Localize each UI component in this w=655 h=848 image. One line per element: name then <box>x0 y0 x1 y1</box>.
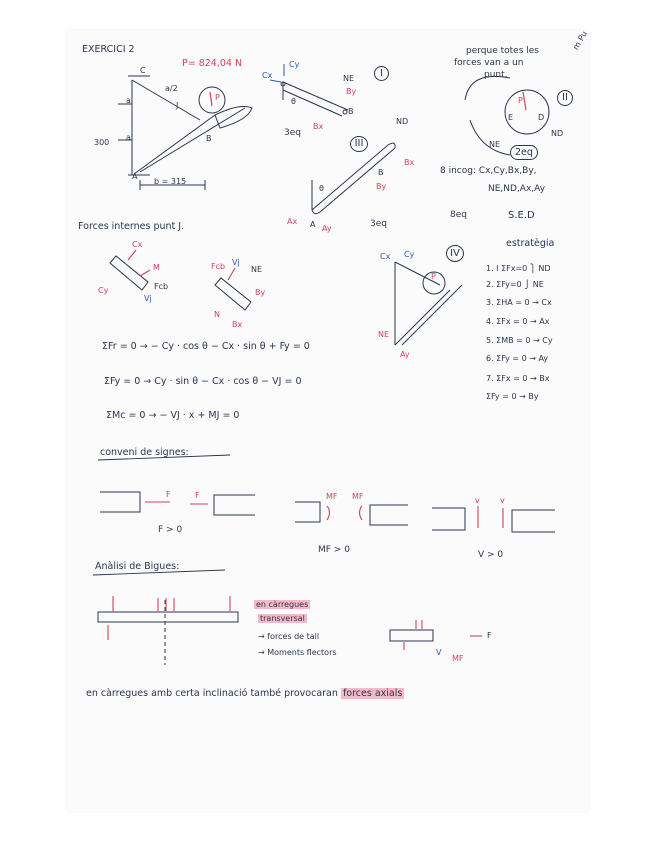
header-note-3: punt. <box>484 70 508 80</box>
beam-F: F <box>487 631 492 640</box>
sign-cond3: V > 0 <box>478 550 504 560</box>
fbd3-B: B <box>378 168 384 177</box>
strategy-1: 1. I ΣFx=0 ⎫ ND <box>486 264 551 273</box>
strategy-6: 6. ΣFy = 0 → Ay <box>486 354 549 363</box>
beam-MF: MF <box>452 654 464 663</box>
fbd1-Cy: Cy <box>289 60 300 69</box>
int-Fcb2: Fcb <box>211 262 226 271</box>
internal-sketches <box>110 256 251 310</box>
unknowns-2: NE,ND,Ax,Ay <box>488 184 546 194</box>
sign-cond2: MF > 0 <box>318 545 350 555</box>
page-title: EXERCICI 2 <box>82 44 135 55</box>
strategy-3: 3. ΣHA = 0 → Cx <box>486 298 552 307</box>
fbd4-Ay: Ay <box>400 350 410 359</box>
sign-title: conveni de signes: <box>100 447 189 458</box>
header-note-1: perque totes les <box>466 46 539 56</box>
int-N: N <box>214 310 220 319</box>
dim-b: b = 315 <box>154 177 187 186</box>
load-value: P= 824,04 N <box>182 58 243 69</box>
label-B: B <box>206 134 212 143</box>
fbd1-theta: θ <box>291 97 296 106</box>
equation-2: ΣFy = 0 → Cy · sin θ − Cx · cos θ − VJ = 0 <box>104 376 302 387</box>
sign-MF1: MF <box>326 492 338 501</box>
footer-sentence: en càrregues amb certa inclinació també provocaran <box>86 688 338 699</box>
equation-3: ΣMc = 0 → − VJ · x + MJ = 0 <box>106 410 240 421</box>
label-a2: a <box>126 133 131 142</box>
fbd3-By: By <box>376 182 387 191</box>
fbd2-D: D <box>538 113 545 122</box>
int-By: By <box>255 288 266 297</box>
fbd2-figure <box>465 76 549 155</box>
int-Cx: Cx <box>132 240 143 249</box>
corner-note: m Pu <box>571 29 589 52</box>
int-Cy: Cy <box>98 286 109 295</box>
footer-text <box>86 688 404 699</box>
strategy-4: 4. ΣFx = 0 → Ax <box>486 317 550 326</box>
int-Vj2: Vj <box>232 258 240 267</box>
fbd4-P: P <box>431 272 436 281</box>
fbd3-A: A <box>310 220 316 229</box>
fbd2-E: E <box>508 113 514 122</box>
label-P: P <box>215 93 220 102</box>
fbd1-By: By <box>346 87 357 96</box>
int-NE: NE <box>251 265 263 274</box>
sign-V1: v <box>475 496 480 505</box>
sign-V2: v <box>500 496 505 505</box>
fbd3-ND: ND <box>396 117 409 126</box>
strategy-8: ΣFy = 0 → By <box>486 392 539 401</box>
beam-note-2: transversal <box>260 614 305 623</box>
load-arrow <box>210 92 212 106</box>
int-Bx: Bx <box>232 320 243 329</box>
fbd3-figure <box>312 143 395 214</box>
beam-note-1: en càrregues <box>256 600 309 609</box>
fbd3-theta: θ <box>319 184 324 193</box>
unknowns-1: 8 incog: Cx,Cy,Bx,By, <box>440 166 537 176</box>
sign-cond1: F > 0 <box>158 525 183 535</box>
sed: S.E.D <box>508 210 535 221</box>
fbd1-eq: 3eq <box>284 128 301 138</box>
strategy-title: estratègia <box>506 238 555 249</box>
sign-F1: F <box>166 490 171 499</box>
int-Fcb: Fcb <box>154 282 169 291</box>
fbd4-Cy: Cy <box>404 250 415 259</box>
fbd3-Bx: Bx <box>404 158 415 167</box>
footer-highlight: forces axials <box>342 688 403 699</box>
main-figure <box>118 76 252 190</box>
fbd1-roman: I <box>374 66 389 81</box>
fbd4-Cx: Cx <box>380 252 391 261</box>
int-Vj: Vj <box>144 294 152 303</box>
beam-note-3: → forces de tall <box>258 632 320 641</box>
fbd1-Cx: Cx <box>262 71 273 80</box>
fbd1-Bx: Bx <box>313 122 324 131</box>
int-M: M <box>153 263 160 272</box>
label-a-half: a/2 <box>165 84 178 93</box>
fbd4-NE: NE <box>378 330 390 339</box>
fbd4-roman: IV <box>446 245 464 262</box>
fbd1-B: B <box>348 107 354 116</box>
fbd2-roman: II <box>557 90 573 106</box>
fbd4-figure <box>395 262 462 345</box>
internal-title: Forces internes punt J. <box>78 221 185 232</box>
sign-F2: F <box>195 491 200 500</box>
strategy-5: 5. ΣMB = 0 → Cy <box>486 336 553 345</box>
equation-1: ΣFr = 0 → − Cy · cos θ − Cx · sin θ + Fy = 0 <box>102 341 310 352</box>
fbd1-NE: NE <box>343 74 355 83</box>
eq-count: 8eq <box>450 210 467 220</box>
label-C: C <box>140 66 146 75</box>
dim-300: 300 <box>94 138 110 147</box>
fbd2-eq: 2eq <box>510 145 538 160</box>
fbd2-NE: NE <box>489 140 501 149</box>
fbd3-roman: III <box>350 136 368 152</box>
strategy-2: 2. ΣFy=0 ⎭ NE <box>486 280 544 289</box>
beam-title: Anàlisi de Bigues: <box>95 561 180 572</box>
beam-note-4: → Moments flectors <box>258 648 337 657</box>
sign-MF2: MF <box>352 492 364 501</box>
fbd2-P: P <box>518 96 523 105</box>
strategy-7: 7. ΣFx = 0 → Bx <box>486 374 550 383</box>
header-note-2: forces van a un <box>454 58 524 68</box>
label-a1: a <box>126 96 131 105</box>
fbd3-Ay: Ay <box>322 224 332 233</box>
fbd2-ND: ND <box>551 129 564 138</box>
label-J: J <box>176 101 179 110</box>
fbd3-Ax: Ax <box>287 217 298 226</box>
label-A: A <box>132 172 138 181</box>
beam-V: V <box>436 648 442 657</box>
fbd3-eq: 3eq <box>370 219 387 229</box>
